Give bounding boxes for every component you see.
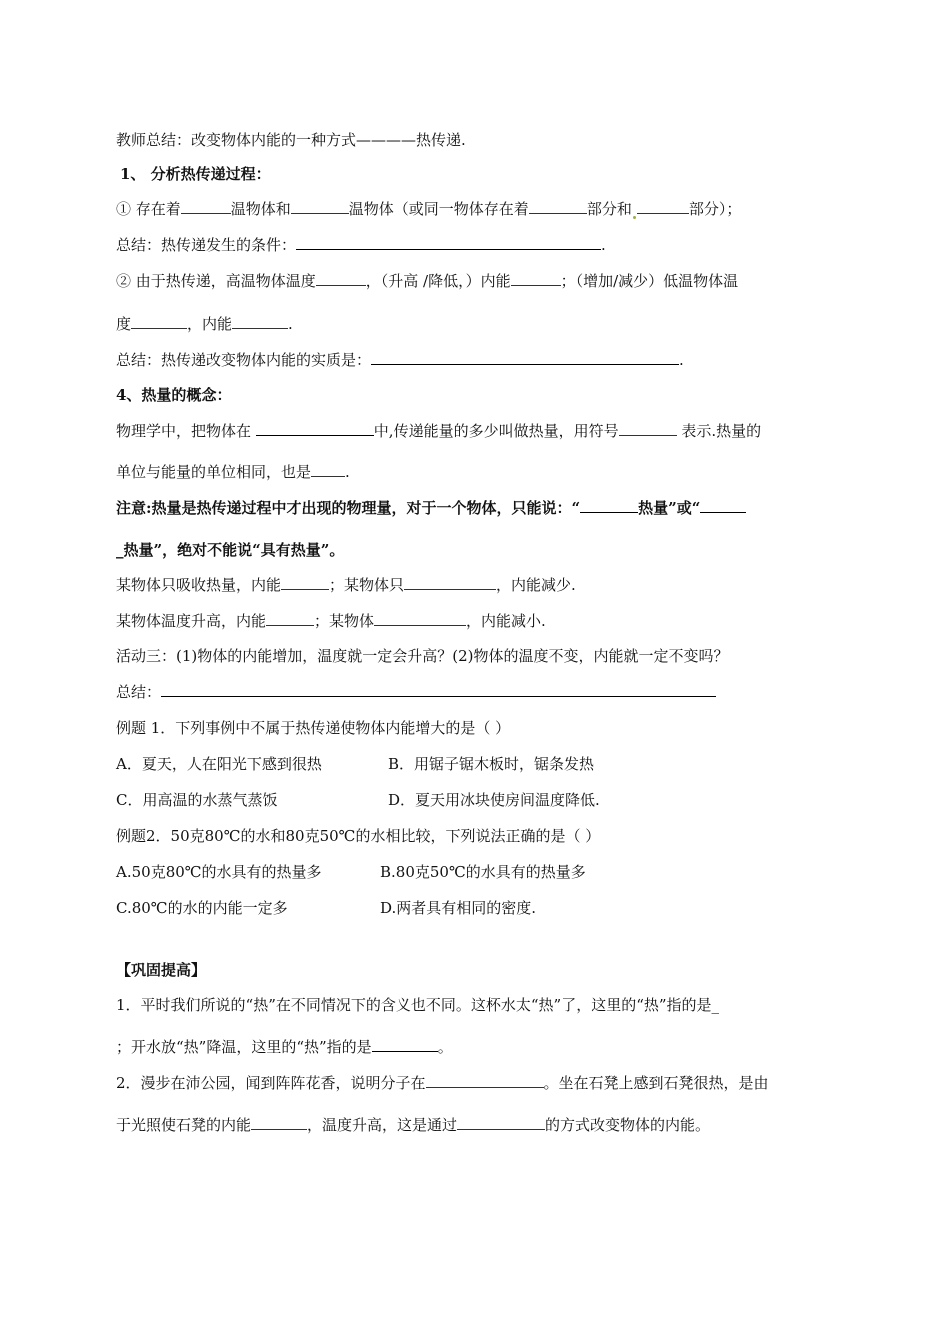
line-heat-unit: 单位与能量的单位相同，也是 .: [116, 463, 350, 481]
line-summary: 总结：: [116, 682, 716, 702]
blank[interactable]: [311, 462, 345, 477]
blank[interactable]: [700, 498, 746, 513]
blank[interactable]: [511, 271, 561, 286]
blank[interactable]: [232, 314, 288, 329]
teacher-summary: 教师总结：改变物体内能的一种方式————热传递.: [116, 131, 466, 149]
line-exists: ① 存在着 温物体和 温物体（或同一物体存在着 部分和 部分）；: [116, 200, 742, 218]
activity-three: 活动三：(1)物体的内能增加，温度就一定会升高？(2)物体的温度不变，内能就一定不变吗？: [116, 647, 729, 665]
line-temperature-rise: 某物体温度升高，内能 ；某物体 ，内能减小.: [116, 612, 546, 630]
blank[interactable]: [281, 575, 329, 590]
blank[interactable]: [637, 199, 689, 214]
blank[interactable]: [161, 682, 716, 697]
section-heading-analysis: 1、 分析热传递过程：: [120, 165, 271, 183]
blank[interactable]: [371, 350, 679, 365]
blank[interactable]: [580, 498, 638, 513]
line-absorb: 某物体只吸收热量，内能 ；某物体只 ，内能减少.: [116, 576, 576, 594]
example-2-options-ab: A.50克80℃的水具有的热量多 B.80克50℃的水具有的热量多: [116, 863, 586, 881]
exercise-2-cont: 于光照使石凳的内能 ，温度升高，这是通过 的方式改变物体的内能。: [116, 1116, 711, 1134]
note-line: 注意:热量是热传递过程中才出现的物理量，对于一个物体，只能说：“ 热量”或“: [116, 498, 746, 518]
blank[interactable]: [291, 199, 349, 214]
blank[interactable]: [372, 1037, 438, 1052]
blank[interactable]: [529, 199, 587, 214]
blank[interactable]: [251, 1115, 307, 1130]
blank[interactable]: [296, 235, 601, 250]
blank[interactable]: [426, 1073, 544, 1088]
blank[interactable]: [619, 421, 677, 436]
note-line-cont: _热量”，绝对不能说“具有热量”。: [116, 541, 345, 559]
example-2-options-cd: C.80℃的水的内能一定多 D.两者具有相同的密度.: [116, 899, 537, 917]
exercise-1: 1．平时我们所说的“热”在不同情况下的含义也不同。这杯水太“热”了，这里的“热”指的是_: [116, 996, 720, 1014]
example-2-question: 例题2．50克80℃的水和80克50℃的水相比较，下列说法正确的是（ ）: [116, 827, 601, 845]
section-heading-heat: 4、热量的概念：: [116, 386, 232, 404]
line-essence: 总结：热传递改变物体内能的实质是： .: [116, 351, 684, 369]
exercise-2: 2．漫步在沛公园，闻到阵阵花香，说明分子在 。坐在石凳上感到石凳很热，是由: [116, 1074, 769, 1092]
blank[interactable]: [457, 1115, 545, 1130]
line-temperature-change: ② 由于热传递，高温物体温度 ，（升高 /降低，）内能 ；（增加/减少）低温物体温: [116, 272, 739, 290]
blank[interactable]: [181, 199, 231, 214]
exercise-1-cont: ；开水放“热”降温，这里的“热”指的是 。: [116, 1038, 453, 1056]
blank[interactable]: [316, 271, 366, 286]
example-1-options-ab: A．夏天，人在阳光下感到很热 B．用锯子锯木板时，锯条发热: [116, 755, 595, 773]
blank[interactable]: [256, 421, 374, 436]
blank[interactable]: [131, 314, 187, 329]
line-heat-definition: 物理学中，把物体在 中,传递能量的多少叫做热量，用符号 表示.热量的: [116, 422, 762, 440]
blank[interactable]: [374, 611, 466, 626]
section-heading-consolidation: 【巩固提高】: [116, 961, 207, 979]
example-1-options-cd: C．用高温的水蒸气蒸饭 D．夏天用冰块使房间温度降低.: [116, 791, 600, 809]
marker-dot: [633, 216, 636, 219]
line-temperature-change-cont: 度 ，内能 .: [116, 315, 293, 333]
blank[interactable]: [404, 575, 496, 590]
example-1-question: 例题 1．下列事例中不属于热传递使物体内能增大的是（ ）: [116, 719, 511, 737]
blank[interactable]: [266, 611, 314, 626]
line-condition: 总结：热传递发生的条件： .: [116, 236, 606, 254]
